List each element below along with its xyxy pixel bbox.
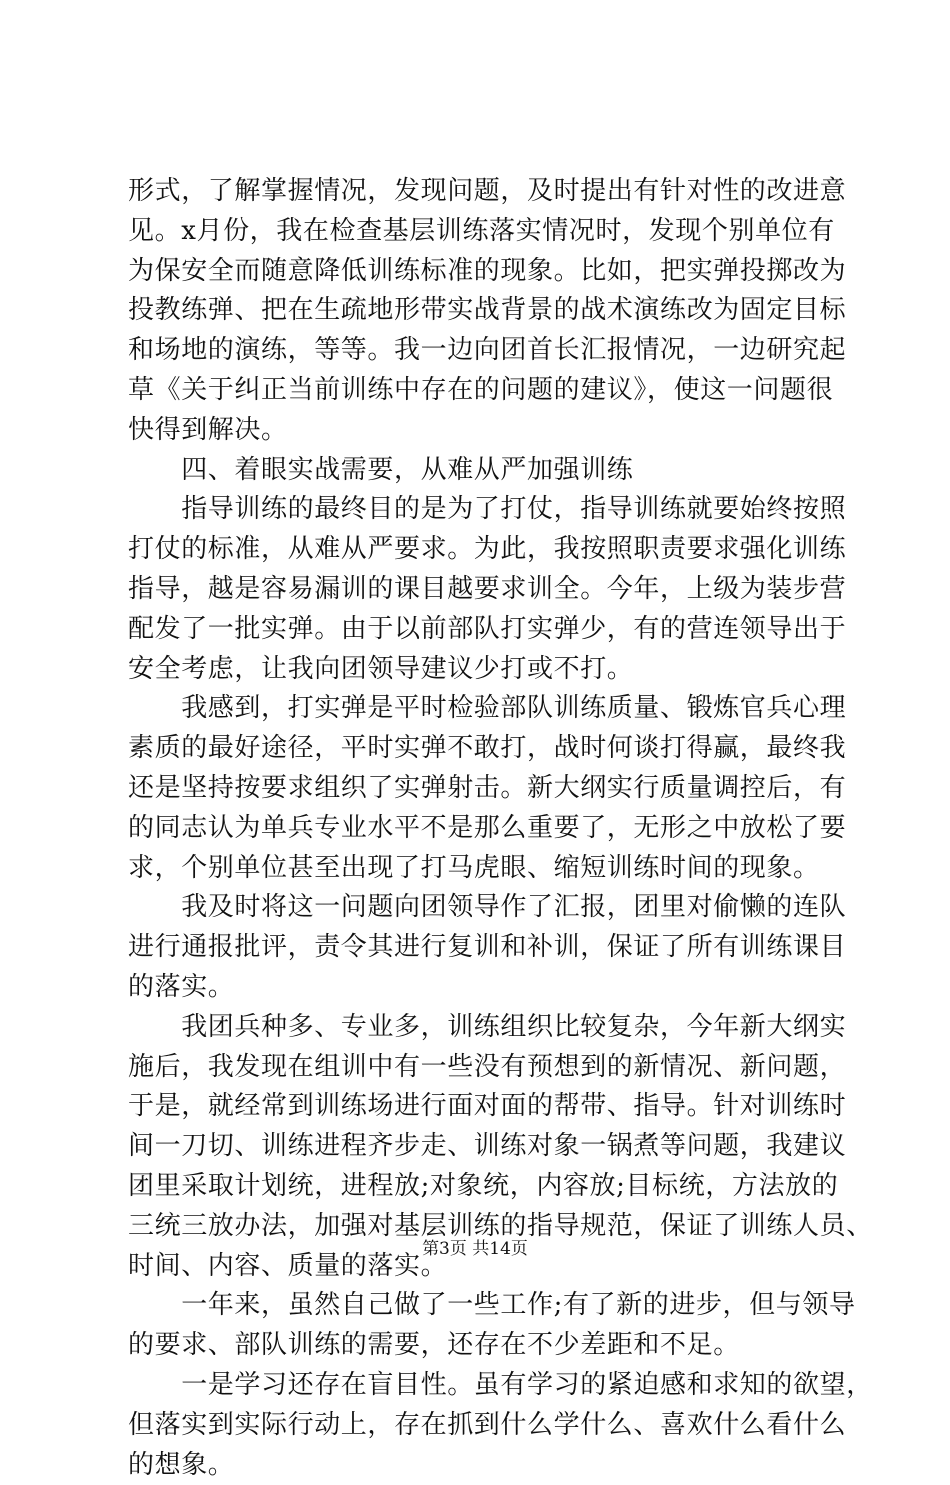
text-line: 形式，了解掌握情况，发现问题，及时提出有针对性的改进意	[128, 172, 828, 212]
text-line: 还是坚持按要求组织了实弹射击。新大纲实行质量调控后，有	[128, 769, 828, 809]
text-line: 的落实。	[128, 968, 828, 1008]
text-line: 安全考虑，让我向团领导建议少打或不打。	[128, 650, 828, 690]
text-line: 快得到解决。	[128, 411, 828, 451]
text-line: 配发了一批实弹。由于以前部队打实弹少，有的营连领导出于	[128, 610, 828, 650]
text-line: 间一刀切、训练进程齐步走、训练对象一锅煮等问题，我建议	[128, 1127, 828, 1167]
text-line: 我团兵种多、专业多，训练组织比较复杂，今年新大纲实	[128, 1008, 828, 1048]
page-footer	[0, 1237, 950, 1261]
text-line: 为保安全而随意降低训练标准的现象。比如，把实弹投掷改为	[128, 252, 828, 292]
text-line: 的要求、部队训练的需要，还存在不少差距和不足。	[128, 1326, 828, 1366]
text-line: 指导训练的最终目的是为了打仗，指导训练就要始终按照	[128, 490, 828, 530]
section-heading: 四、着眼实战需要，从难从严加强训练	[128, 451, 828, 491]
text-line: 草《关于纠正当前训练中存在的问题的建议》，使这一问题很	[128, 371, 828, 411]
text-line: 和场地的演练，等等。我一边向团首长汇报情况，一边研究起	[128, 331, 828, 371]
page-number-label: 第3页 共14页	[422, 1239, 528, 1259]
text-line: 施后，我发现在组训中有一些没有预想到的新情况、新问题，	[128, 1048, 828, 1088]
text-line: 求，个别单位甚至出现了打马虎眼、缩短训练时间的现象。	[128, 849, 828, 889]
text-line: 见。x月份，我在检查基层训练落实情况时，发现个别单位有	[128, 212, 828, 252]
text-line: 打仗的标准，从难从严要求。为此，我按照职责要求强化训练	[128, 530, 828, 570]
text-line: 我感到，打实弹是平时检验部队训练质量、锻炼官兵心理	[128, 689, 828, 729]
text-line: 我及时将这一问题向团领导作了汇报，团里对偷懒的连队	[128, 888, 828, 928]
text-line: 的想象。	[128, 1446, 828, 1485]
text-line: 时间、内容、质量的落实。	[128, 1247, 828, 1287]
text-line: 但落实到实际行动上，存在抓到什么学什么、喜欢什么看什么	[128, 1406, 828, 1446]
text-line: 一年来，虽然自己做了一些工作;有了新的进步，但与领导	[128, 1286, 828, 1326]
text-line: 团里采取计划统，进程放;对象统，内容放;目标统，方法放的	[128, 1167, 828, 1207]
body-text	[128, 172, 828, 1485]
text-line: 素质的最好途径，平时实弹不敢打，战时何谈打得赢，最终我	[128, 729, 828, 769]
text-line: 一是学习还存在盲目性。虽有学习的紧迫感和求知的欲望，	[128, 1366, 828, 1406]
text-line: 三统三放办法，加强对基层训练的指导规范，保证了训练人员、	[128, 1207, 828, 1247]
text-line: 于是，就经常到训练场进行面对面的帮带、指导。针对训练时	[128, 1087, 828, 1127]
text-line: 的同志认为单兵专业水平不是那么重要了，无形之中放松了要	[128, 809, 828, 849]
text-line: 进行通报批评，责令其进行复训和补训，保证了所有训练课目	[128, 928, 828, 968]
text-line: 指导，越是容易漏训的课目越要求训全。今年，上级为装步营	[128, 570, 828, 610]
text-line: 投教练弹、把在生疏地形带实战背景的战术演练改为固定目标	[128, 291, 828, 331]
